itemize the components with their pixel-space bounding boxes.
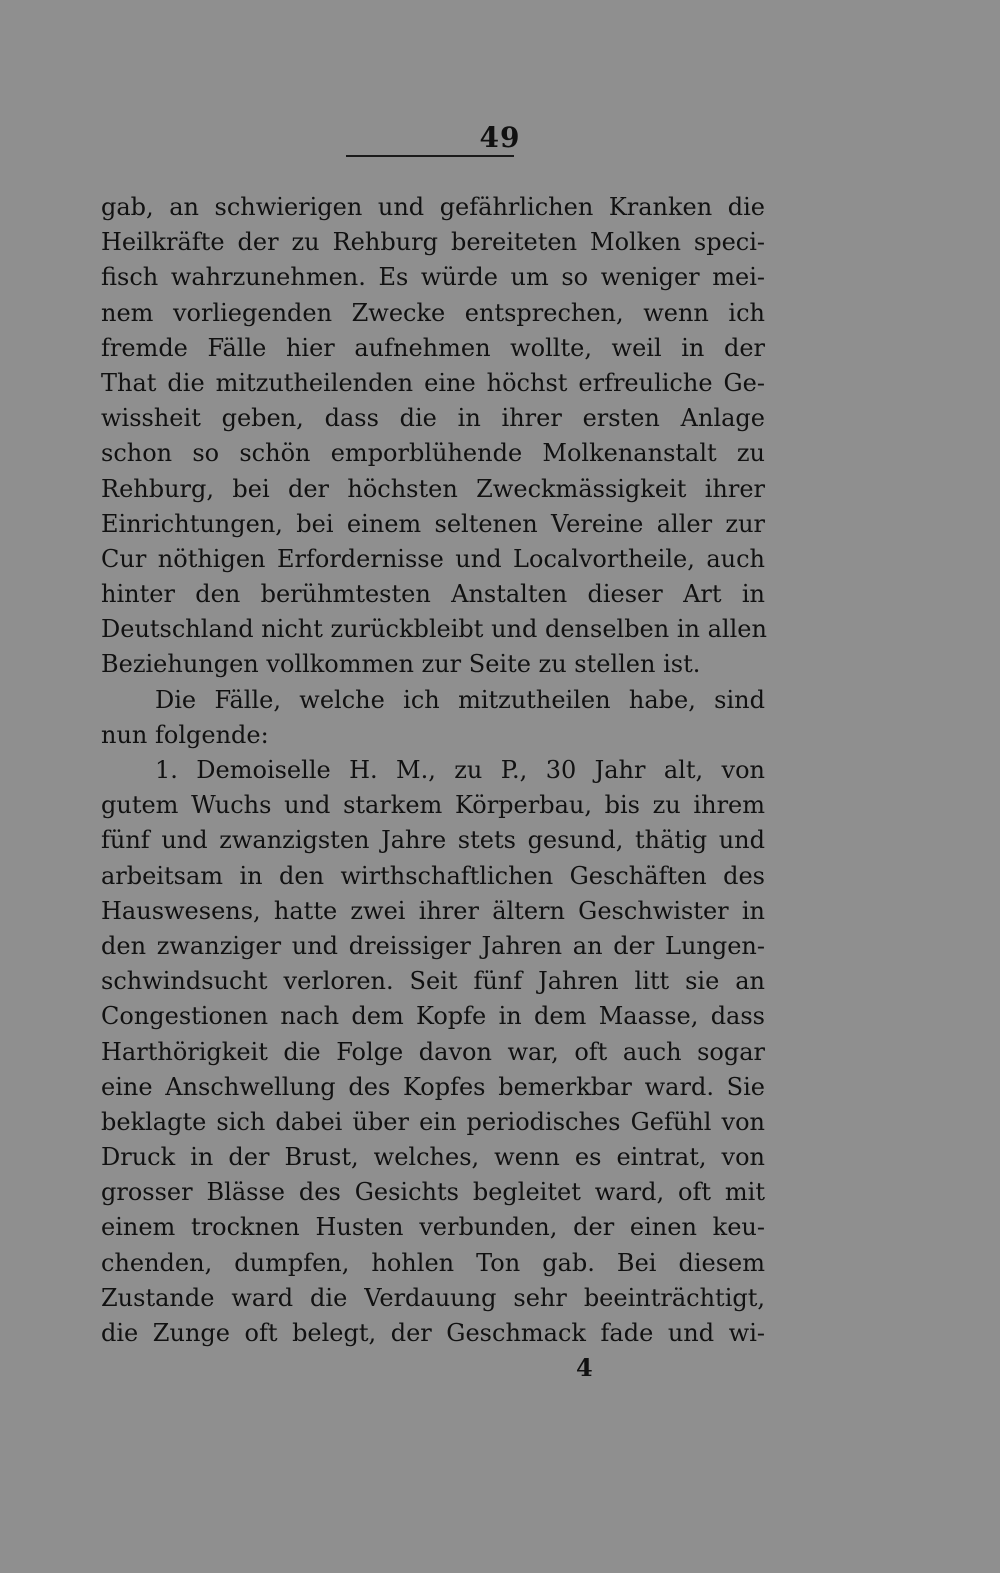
- signature-mark: 4: [576, 1353, 593, 1382]
- text-line: schon so schön emporblühende Molkenanstalt zu: [101, 439, 765, 468]
- text-line: Beziehungen vollkommen zur Seite zu stellen ist.: [101, 650, 701, 679]
- text-line: fünf und zwanzigsten Jahre stets gesund, thätig und: [101, 826, 765, 855]
- text-line: Druck in der Brust, welches, wenn es eintrat, von: [101, 1143, 765, 1172]
- text-line: Deutschland nicht zurückbleibt und denselben in allen: [101, 615, 767, 644]
- text-line: Zustande ward die Verdauung sehr beeinträchtigt,: [101, 1283, 765, 1312]
- text-line: Congestionen nach dem Kopfe in dem Maasse, dass: [101, 1002, 765, 1031]
- text-line: Die Fälle, welche ich mitzutheilen habe, sind: [155, 685, 765, 714]
- page-number: 49: [479, 121, 521, 154]
- text-line: nun folgende:: [101, 720, 269, 749]
- text-line: wissheit geben, dass die in ihrer ersten Anlage: [101, 404, 765, 433]
- text-line: That die mitzutheilenden eine höchst erfreuliche Ge-: [101, 368, 765, 397]
- text-line: beklagte sich dabei über ein periodisches Gefühl von: [101, 1107, 765, 1136]
- text-line: 1. Demoiselle H. M., zu P., 30 Jahr alt, von: [155, 756, 765, 784]
- text-line: die Zunge oft belegt, der Geschmack fade und wi-: [101, 1319, 765, 1347]
- text-line: eine Anschwellung des Kopfes bemerkbar ward. Sie: [101, 1072, 765, 1101]
- text-line: grosser Blässe des Gesichts begleitet ward, oft mit: [101, 1178, 765, 1207]
- text-line: nem vorliegenden Zwecke entsprechen, wenn ich: [101, 298, 765, 327]
- text-line: Cur nöthigen Erfordernisse und Localvortheile, auch: [101, 544, 765, 573]
- text-line: den zwanziger und dreissiger Jahren an der Lungen-: [101, 931, 765, 960]
- text-line: Rehburg, bei der höchsten Zweckmässigkeit ihrer: [101, 474, 765, 503]
- text-line: gutem Wuchs und starkem Körperbau, bis zu ihrem: [101, 791, 765, 820]
- text-line: Einrichtungen, bei einem seltenen Vereine aller zur: [101, 509, 765, 538]
- text-line: Hauswesens, hatte zwei ihrer ältern Geschwister in: [101, 896, 765, 925]
- text-line: schwindsucht verloren. Seit fünf Jahren litt sie an: [101, 967, 765, 996]
- text-line: chenden, dumpfen, hohlen Ton gab. Bei diesem: [101, 1248, 765, 1277]
- text-line: fisch wahrzunehmen. Es würde um so weniger mei-: [101, 263, 765, 292]
- text-line: arbeitsam in den wirthschaftlichen Geschäften des: [101, 861, 765, 890]
- text-line: einem trocknen Husten verbunden, der einen keu-: [101, 1213, 765, 1242]
- text-line: Harthörigkeit die Folge davon war, oft auch sogar: [101, 1037, 765, 1066]
- text-line: fremde Fälle hier aufnehmen wollte, weil in der: [101, 333, 765, 362]
- text-line: gab, an schwierigen und gefährlichen Kranken die: [101, 193, 765, 221]
- text-line: hinter den berühmtesten Anstalten dieser Art in: [101, 580, 765, 609]
- header-rule: [346, 155, 514, 157]
- text-line: Heilkräfte der zu Rehburg bereiteten Molken speci-: [101, 228, 765, 257]
- body-text: [101, 190, 765, 1351]
